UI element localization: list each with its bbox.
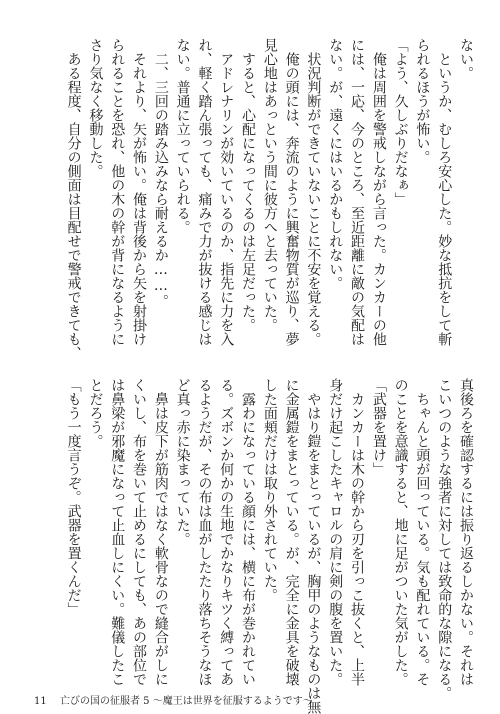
text-line: ちゃんと頭が回っている。気も配れている。そ (414, 378, 431, 686)
text-line: ある程度、自分の側面は目配せで警戒できても、 (65, 38, 82, 360)
text-line: ど真っ赤に染まっていた。 (174, 378, 191, 546)
text-line: 見心地はあっという間に彼方へと去っていた。 (261, 38, 278, 332)
text-line: られることを恐れ、他の木の幹が背になるように (109, 38, 126, 346)
text-line: やはり鎧をまとっているが、胸甲のようなものは無 (305, 378, 322, 714)
text-line: した面頬だけは取り外されていた。 (261, 378, 278, 602)
page-footer (34, 692, 313, 707)
text-line: 状況判断ができていないことに不安を覚える。 (305, 38, 322, 346)
text-line: カンカーは木の幹から刃を引っこ抜くと、上半 (349, 378, 366, 686)
text-line: さり気なく移動した。 (87, 38, 104, 178)
text-line: こいつのような強者に対しては致命的な隙になる。 (436, 378, 453, 700)
page-number: 11 (34, 696, 47, 707)
text-block-upper (62, 38, 476, 360)
text-line: というか、むしろ安心した。妙な抵抗をして斬 (436, 38, 453, 346)
text-line: ない。 (458, 38, 474, 80)
text-line: 俺は周囲を警戒しながら言った。カンカーの他 (370, 38, 387, 346)
text-line: は鼻梁が邪魔になって止血しにくい。難儀したこ (109, 378, 126, 686)
text-line: すると、心配になってくるのは左足だった。 (240, 38, 257, 332)
text-line: るようだが、その布は血がしたたり落ちそうなほ (196, 378, 213, 686)
text-line: 鼻は皮下が筋肉ではなく軟骨なので縫合がしに (152, 378, 169, 686)
text-line: る。ズボンか何かの生地でかなりキツく縛ってあ (218, 378, 235, 686)
text-line: れ、軽く踏ん張っても、痛みで力が抜ける感じは (196, 38, 213, 346)
text-line: ない。が、遠くにはいるかもしれない。 (327, 38, 344, 290)
text-line: とだろう。 (87, 378, 104, 448)
text-line: アドレナリンが効いているのか、指先に力を入 (218, 38, 235, 346)
text-line: それより、矢が怖い。俺は背後から矢を射掛け (131, 38, 148, 346)
text-line: 「もう一度言うぞ。武器を置くんだ」 (65, 378, 82, 616)
text-line: 「武器を置け」 (370, 378, 387, 476)
text-line: 真後ろを確認するには振り返るしかない。それは (458, 378, 474, 686)
text-line: 二、三回の踏み込みなら耐えるか……。 (152, 38, 169, 308)
text-line: のことを意識すると、地に足がついた気がした。 (392, 378, 409, 686)
text-line: 「よう、久しぶりだなぁ」 (392, 38, 409, 206)
text-line: くいし、布を巻いて止めるにしても、あの部位で (131, 378, 148, 686)
book-title: 亡びの国の征服者 5 〜魔王は世界を征服するようです〜 (60, 696, 313, 707)
text-line: 身だけ起こしたキャロルの肩に剣の腹を置いた。 (327, 378, 344, 686)
text-line: 俺の頭には、奔流のように興奮物質が巡り、夢 (283, 38, 300, 346)
text-line: られるほうが怖い。 (414, 38, 431, 164)
text-line: に金属鎧をまとっている。が、完全に金具を破壊 (283, 378, 300, 686)
text-line: ない。普通に立っていられる。 (174, 38, 191, 234)
text-line: には、一応、今のところ、至近距離に敵の気配は (349, 38, 366, 346)
text-line: 露わになっている顔には、横に布が巻かれてい (240, 378, 257, 686)
